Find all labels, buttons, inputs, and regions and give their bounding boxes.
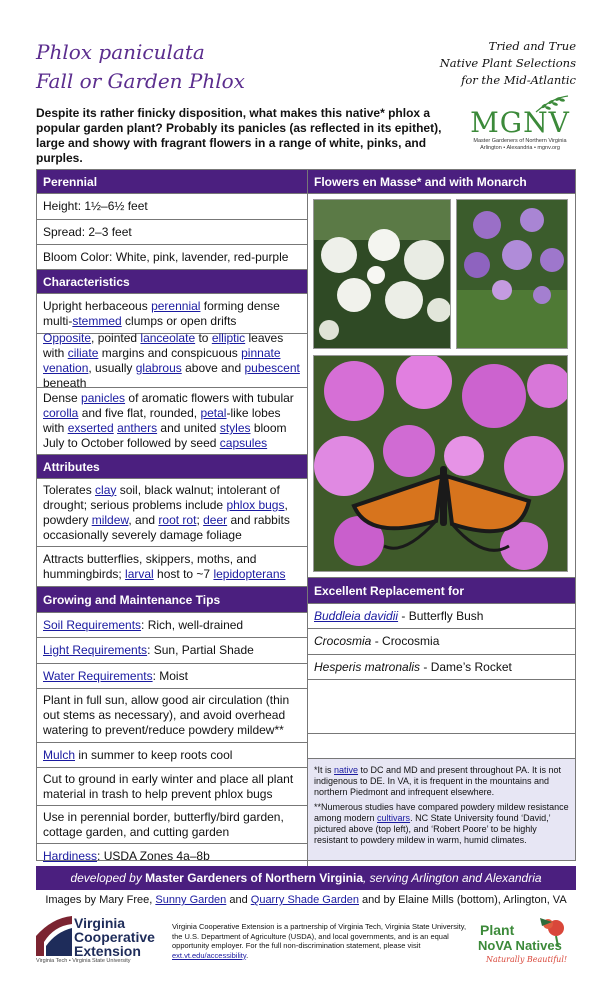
replacement-heading: Excellent Replacement for	[308, 578, 575, 604]
hesperis-scientific: Hesperis matronalis	[314, 659, 421, 674]
text: and by Elaine Mills (bottom), Arlington, VA	[359, 894, 567, 906]
venation-link[interactable]: venation	[43, 360, 89, 375]
height-row: Height: 1½–6½ feet	[37, 194, 307, 220]
page-title	[36, 38, 245, 96]
perennial-heading: Perennial	[37, 170, 307, 194]
title-common-name: Fall or Garden Phlox	[36, 69, 245, 93]
perennial-link[interactable]: perennial	[151, 298, 201, 313]
characteristics-growth-row	[37, 294, 307, 334]
mildew-link[interactable]: mildew	[91, 512, 129, 527]
tagline-line: Tried and True	[488, 39, 576, 53]
footnote-mildew	[314, 802, 569, 846]
bloom-color-row: Bloom Color: White, pink, lavender, red-purple	[37, 245, 307, 270]
deer-link[interactable]: deer	[203, 512, 228, 527]
replacement-butterfly-bush	[308, 604, 575, 629]
title-scientific-name: Phlox paniculata	[36, 40, 205, 64]
text: to DC and MD and present throughout PA. It is not indigenous to DE. In VA, it is frequent in the mountains and northern Piedmont and infrequent elsewhere.	[314, 765, 561, 797]
mgnv-name: Master Gardeners of Northern Virginia	[145, 871, 364, 885]
text: in summer to keep roots cool	[75, 747, 233, 762]
vce-disclaimer	[172, 922, 470, 960]
text: - Dame’s Rocket	[420, 659, 512, 674]
text: , and	[128, 512, 159, 527]
developed-by-bar	[36, 866, 576, 890]
stemmed-link[interactable]: stemmed	[72, 313, 122, 328]
vce-title	[74, 916, 155, 958]
replacement-crocosmia	[308, 629, 575, 655]
footnotes-box	[308, 759, 575, 860]
tagline-line: for the Mid-Atlantic	[461, 73, 576, 87]
water-row	[37, 664, 307, 689]
text: , pointed	[91, 330, 141, 345]
text: leaves with	[43, 330, 284, 360]
soil-requirements-link[interactable]: Soil Requirements	[43, 617, 142, 632]
text: and five flat, rounded,	[78, 406, 201, 420]
text: of aromatic flowers with tubular	[125, 391, 294, 405]
characteristics-flowers-row	[37, 388, 307, 455]
text: host to ~7	[153, 566, 214, 581]
growing-heading: Growing and Maintenance Tips	[37, 587, 307, 613]
exserted-link[interactable]: exserted	[67, 421, 114, 435]
text: -like lobes with	[43, 406, 281, 435]
planting-row: Plant in full sun, allow good air circulation (thin out stems as necessary), and avoid overhead watering to prevent/reduce powdery mildew**	[37, 689, 307, 743]
text: .	[246, 950, 249, 960]
spread-row: Spread: 2–3 feet	[37, 220, 307, 245]
text: clumps or open drifts	[121, 313, 237, 328]
quarry-shade-garden-link[interactable]: Quarry Shade Garden	[250, 894, 359, 906]
white-phlox-image	[314, 200, 451, 349]
text: ;	[196, 512, 204, 527]
lanceolate-link[interactable]: lanceolate	[140, 330, 196, 345]
text: **Numerous studies have compared powdery mildew resistance among modern	[314, 802, 569, 823]
cultivars-link[interactable]: cultivars	[377, 813, 411, 823]
styles-link[interactable]: styles	[219, 421, 251, 435]
text: . NC State University found ‘David,’ pictured above (top left), and ‘Robert Poore’ to be highly resistant to powdery mildew in warm, humid climates.	[314, 813, 551, 845]
text: forming dense multi-	[43, 298, 280, 328]
text: Virginia Cooperative Extension is a partnership of Virginia Tech, Virginia State University, the U.S. Department of Agriculture (USDA), and local governments, and is an equal opportunity employer. For the full non-discrimination statement, please visit	[172, 922, 467, 950]
use-row: Use in perennial border, butterfly/bird garden, cottage garden, and cutting garden	[37, 806, 307, 844]
vce-mark-icon	[36, 916, 72, 956]
attributes-wildlife-row	[37, 547, 307, 587]
mgnv-locations: Arlington • Alexandria • mgnv.org	[480, 145, 560, 151]
attributes-tolerance-row	[37, 479, 307, 547]
crocosmia-scientific: Crocosmia	[314, 634, 372, 648]
text: developed by	[70, 871, 146, 885]
accessibility-link[interactable]: ext.vt.edu/accessibility	[172, 950, 247, 960]
text: , usually	[88, 360, 136, 375]
water-requirements-link[interactable]: Water Requirements	[43, 668, 153, 683]
info-grid	[36, 169, 576, 861]
right-column	[308, 170, 575, 860]
vce-logo	[36, 914, 162, 966]
tagline-line: Native Plant Selections	[439, 56, 576, 70]
vce-word: Cooperative	[74, 929, 155, 945]
text: Tolerates	[43, 482, 96, 497]
petal-link[interactable]: petal	[200, 406, 227, 420]
vce-word: Extension	[74, 943, 141, 959]
text: - Crocosmia	[371, 634, 440, 648]
photos-heading: Flowers en Masse* and with Monarch	[308, 170, 575, 194]
vce-subtitle: Virginia Tech • Virginia State University	[36, 958, 131, 964]
purple-phlox-photo	[456, 199, 568, 349]
text: , powdery	[43, 497, 288, 527]
pnn-nova-natives: NoVA Natives	[478, 938, 562, 953]
text: above and	[181, 360, 245, 375]
corolla-link[interactable]: corolla	[43, 406, 79, 420]
monarch-phlox-image	[314, 356, 568, 572]
text: : USDA Zones 4a–8b	[97, 849, 210, 863]
capsules-link[interactable]: capsules	[219, 436, 268, 450]
phlox-bugs-link[interactable]: phlox bugs	[226, 497, 285, 512]
text: margins and conspicuous	[98, 345, 242, 360]
pinnate-link[interactable]: pinnate	[241, 345, 281, 360]
mgnv-letters: MGNV	[470, 106, 570, 139]
hardiness-link[interactable]: Hardiness	[43, 849, 98, 863]
vce-word: Virginia	[74, 915, 126, 931]
text: - Butterfly Bush	[398, 608, 484, 623]
light-requirements-link[interactable]: Light Requirements	[43, 643, 148, 657]
image-credits	[36, 894, 576, 906]
glabrous-link[interactable]: glabrous	[135, 360, 182, 375]
mgnv-subtitle: Master Gardeners of Northern Virginia	[473, 138, 567, 144]
text: and united	[157, 421, 220, 435]
text: and rabbits occasionally severely damage foliage	[43, 512, 290, 542]
clay-link[interactable]: clay	[95, 482, 117, 497]
text: , serving Arlington and Alexandria	[363, 871, 542, 885]
pnn-plant: Plant	[480, 922, 515, 938]
characteristics-heading: Characteristics	[37, 270, 307, 294]
footnote-native	[314, 765, 569, 798]
replacement-dames-rocket	[308, 655, 575, 680]
text: *It is	[314, 765, 335, 775]
text: Upright herbaceous	[43, 298, 152, 313]
purple-phlox-image	[457, 200, 568, 349]
panicles-link[interactable]: panicles	[81, 391, 126, 405]
text: soil, black walnut; intolerant of drought; serious problems include	[43, 482, 280, 512]
soil-row	[37, 613, 307, 638]
text: beneath	[43, 375, 87, 390]
plant-nova-natives-logo	[478, 912, 578, 968]
text: : Moist	[152, 668, 188, 683]
text: : Rich, well-drained	[141, 617, 244, 632]
opposite-link[interactable]: Opposite	[43, 330, 92, 345]
left-column	[37, 170, 308, 869]
intro-text: Despite its rather finicky disposition, what makes this native* phlox a popular garden plant? Probably its panicles (as reflected in its epithet), large and showy with fragrant flowers in a range of white, pinks, and purples.	[36, 106, 442, 165]
anthers-link[interactable]: anthers	[117, 421, 158, 435]
buddleia-link[interactable]: Buddleia davidii	[314, 608, 399, 623]
text: bloom July to October followed by seed	[43, 421, 287, 450]
text: : Sun, Partial Shade	[147, 643, 254, 657]
text: Dense	[43, 391, 82, 405]
ciliate-link[interactable]: ciliate	[67, 345, 99, 360]
white-phlox-photo	[313, 199, 451, 349]
tagline	[440, 38, 576, 89]
pnn-slogan: Naturally Beautiful!	[486, 955, 568, 964]
mgnv-logo	[464, 94, 576, 156]
pubescent-link[interactable]: pubescent	[244, 360, 300, 375]
larval-link[interactable]: larval	[125, 566, 154, 581]
text: Images by Mary Free,	[45, 894, 156, 906]
elliptic-link[interactable]: elliptic	[211, 330, 246, 345]
empty-cell	[308, 734, 575, 759]
text: Attracts butterflies, skippers, moths, and hummingbirds;	[43, 551, 257, 581]
photo-panel	[308, 194, 575, 578]
lepidopterans-link[interactable]: lepidopterans	[213, 566, 286, 581]
mulch-row	[37, 743, 307, 768]
monarch-on-phlox-photo	[313, 355, 568, 572]
light-row	[37, 638, 307, 664]
root-rot-link[interactable]: root rot	[158, 512, 197, 527]
text: and	[226, 894, 251, 906]
characteristics-leaves-row	[37, 330, 307, 390]
text: to	[195, 330, 212, 345]
sunny-garden-link[interactable]: Sunny Garden	[155, 894, 227, 906]
empty-cell	[308, 680, 575, 734]
native-link[interactable]: native	[334, 765, 359, 775]
cut-row: Cut to ground in early winter and place all plant material in trash to help prevent phlox bugs	[37, 768, 307, 806]
mulch-link[interactable]: Mulch	[43, 747, 76, 762]
attributes-heading: Attributes	[37, 455, 307, 479]
